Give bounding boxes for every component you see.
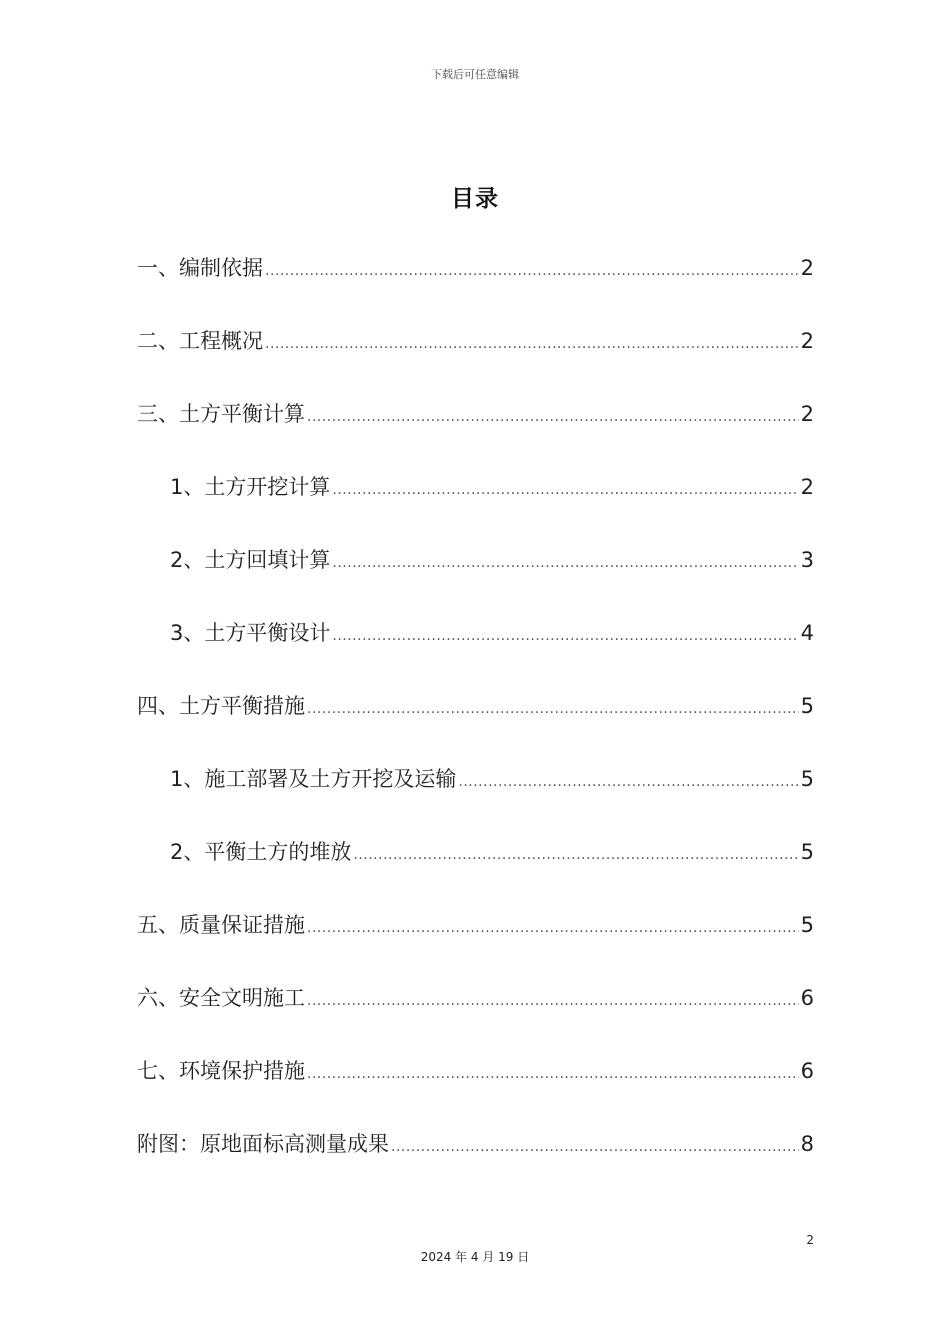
toc-entry[interactable] xyxy=(137,1055,814,1128)
toc-subentry[interactable] xyxy=(137,471,814,544)
toc-entry-label: 1、施工部署及土方开挖及运输 xyxy=(170,767,457,791)
toc-entry-label: 2、平衡土方的堆放 xyxy=(170,840,352,864)
toc-subentry[interactable] xyxy=(137,617,814,690)
toc-entry[interactable] xyxy=(137,1128,814,1201)
toc-entry-label: 七、环境保护措施 xyxy=(137,1059,305,1083)
toc-entry-label: 一、编制依据 xyxy=(137,256,263,280)
toc-entry-page: 5 xyxy=(800,694,814,718)
toc-entry-label: 2、土方回填计算 xyxy=(170,548,331,572)
toc-subentry[interactable] xyxy=(137,544,814,617)
toc-entry[interactable] xyxy=(137,982,814,1055)
toc-leader-dots xyxy=(307,693,799,725)
toc-entry-page: 5 xyxy=(800,913,814,937)
toc-subentry[interactable] xyxy=(137,763,814,836)
toc-leader-dots xyxy=(458,766,798,798)
toc-entry[interactable] xyxy=(137,909,814,982)
toc-entry-page: 4 xyxy=(800,621,814,645)
toc-entry-page: 2 xyxy=(800,475,814,499)
header-note: 下载后可任意编辑 xyxy=(431,68,519,81)
toc-entry-label: 附图：原地面标高测量成果 xyxy=(137,1132,389,1156)
toc-entry-page: 6 xyxy=(800,1059,814,1083)
toc-entry-label: 五、质量保证措施 xyxy=(137,913,305,937)
toc-entry-label: 二、工程概况 xyxy=(137,329,263,353)
toc-entry-label: 1、土方开挖计算 xyxy=(170,475,331,499)
footer-date: 2024 年 4 月 19 日 xyxy=(420,1250,530,1264)
toc-subentry[interactable] xyxy=(137,836,814,909)
toc-leader-dots xyxy=(332,547,798,579)
toc-leader-dots xyxy=(332,620,798,652)
toc-entry-page: 5 xyxy=(800,767,814,791)
toc-entry-page: 2 xyxy=(800,402,814,426)
toc-entry-label: 六、安全文明施工 xyxy=(137,986,305,1010)
page-number: 2 xyxy=(806,1233,814,1247)
toc-leader-dots xyxy=(391,1131,799,1163)
toc-entry-page: 5 xyxy=(800,840,814,864)
toc-entry[interactable] xyxy=(137,690,814,763)
toc-leader-dots xyxy=(265,328,799,360)
toc-leader-dots xyxy=(332,474,798,506)
toc-entry[interactable] xyxy=(137,252,814,325)
toc-entry-page: 2 xyxy=(800,256,814,280)
toc-leader-dots xyxy=(307,1058,799,1090)
toc-leader-dots xyxy=(307,985,799,1017)
table-of-contents xyxy=(137,252,814,1201)
toc-leader-dots xyxy=(307,912,799,944)
toc-leader-dots xyxy=(307,401,799,433)
toc-entry-label: 三、土方平衡计算 xyxy=(137,402,305,426)
toc-entry-page: 6 xyxy=(800,986,814,1010)
toc-leader-dots xyxy=(353,839,798,871)
toc-entry[interactable] xyxy=(137,325,814,398)
toc-entry-label: 四、土方平衡措施 xyxy=(137,694,305,718)
toc-entry[interactable] xyxy=(137,398,814,471)
toc-entry-page: 2 xyxy=(800,329,814,353)
toc-entry-label: 3、土方平衡设计 xyxy=(170,621,331,645)
toc-entry-page: 3 xyxy=(800,548,814,572)
toc-entry-page: 8 xyxy=(800,1132,814,1156)
toc-title: 目录 xyxy=(451,186,499,212)
toc-leader-dots xyxy=(265,255,799,287)
